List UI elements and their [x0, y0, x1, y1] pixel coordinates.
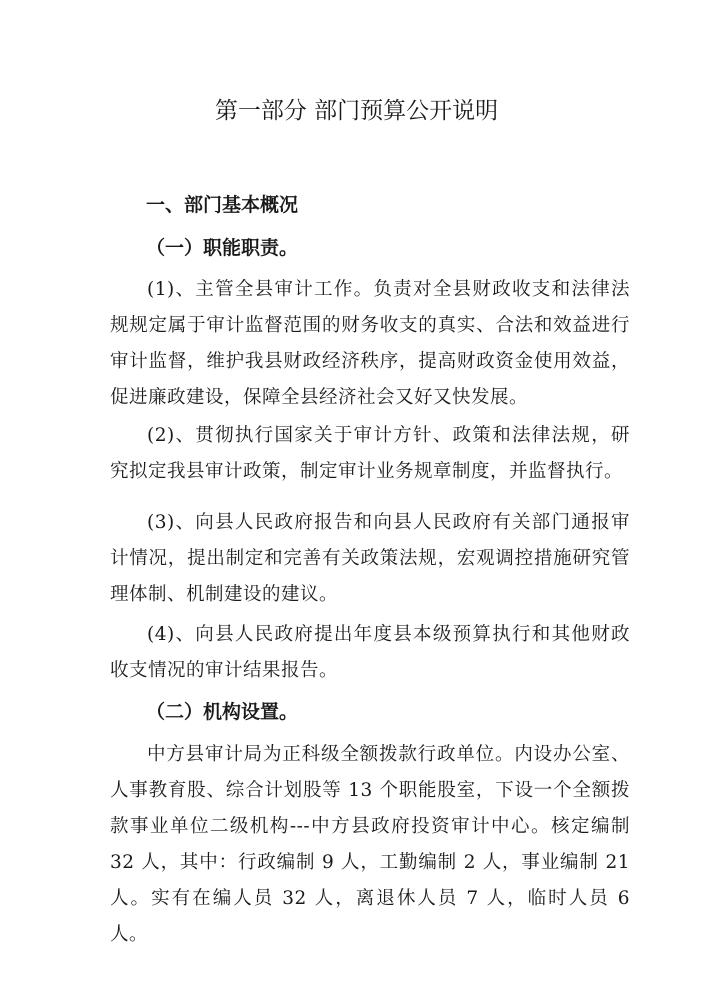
- document-title: 第一部分 部门预算公开说明: [214, 98, 499, 124]
- section-heading-basic-overview: 一、部门基本概况: [146, 194, 299, 216]
- duty-paragraph-2: (2)、贯彻执行国家关于审计方针、政策和法律法规，研究拟定我县审计政策，制定审计业务规章制度，并监督执行。: [110, 425, 630, 482]
- subsection-heading-duties: （一）职能职责。: [146, 237, 299, 259]
- duty-paragraph-4: (4)、向县人民政府提出年度县本级预算执行和其他财政收支情况的审计结果报告。: [110, 624, 630, 681]
- subsection-heading-organization: （二）机构设置。: [146, 701, 299, 723]
- duty-paragraph-3: (3)、向县人民政府报告和向县人民政府有关部门通报审计情况，提出制定和完善有关政策法规，宏观调控措施研究管理体制、机制建设的建议。: [110, 512, 630, 605]
- duty-paragraph-1: (1)、主管全县审计工作。负责对全县财政收支和法律法规规定属于审计监督范围的财务收支的真实、合法和效益进行审计监督，维护我县财政经济秩序，提高财政资金使用效益，促进廉政建设，保障全县经济社会又好又快发展。: [110, 279, 630, 408]
- organization-paragraph: 中方县审计局为正科级全额拨款行政单位。内设办公室、人事教育股、综合计划股等 13 个职能股室，下设一个全额拨款事业单位二级机构---中方县政府投资审计中心。核定编制 32 人，其中：行政编制 9 人，工勤编制 2 人，事业编制 21 人。实有在编人员 32 人，离退休人员 7 人，临时人员 6 人。: [110, 744, 630, 945]
